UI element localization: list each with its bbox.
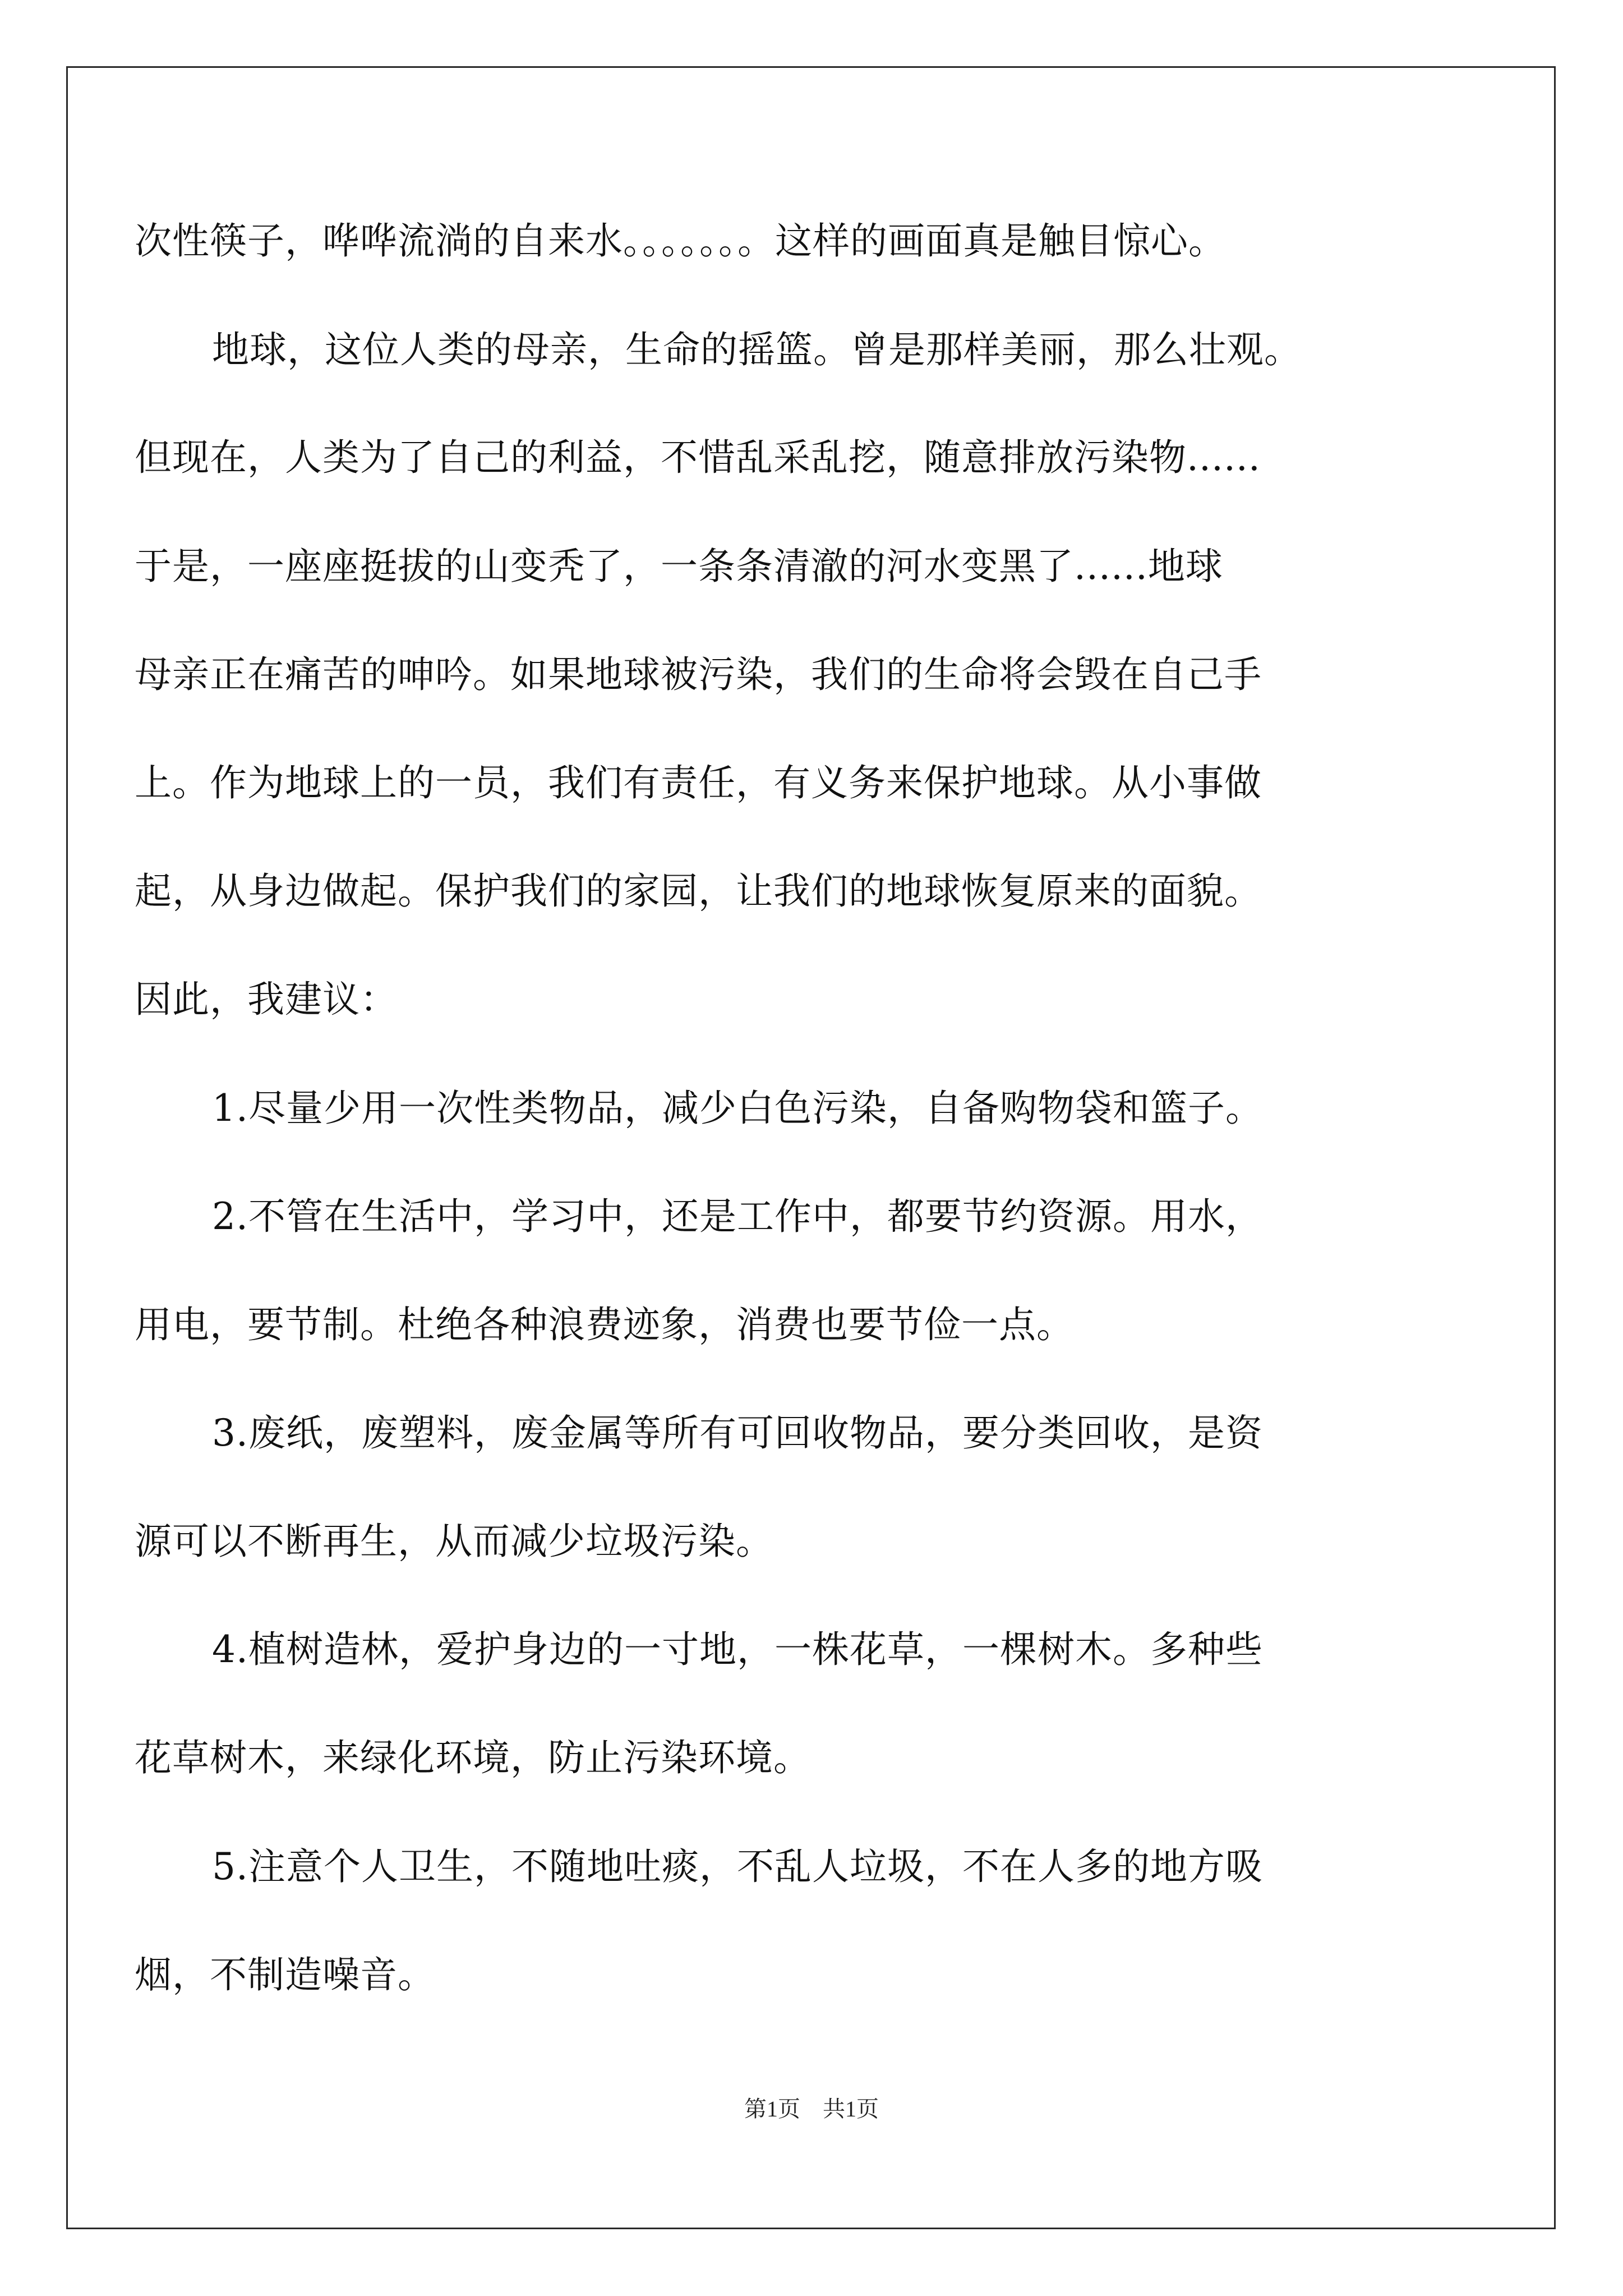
text-line: 起，从身边做起。保护我们的家园，让我们的地球恢复原来的面貌。 <box>135 869 1262 913</box>
text-line: 源可以不断再生，从而减少垃圾污染。 <box>135 1520 773 1563</box>
text-line: 因此，我建议： <box>135 978 398 1021</box>
list-item-5: 5.注意个人卫生，不随地吐痰，不乱人垃圾，不在人多的地方吸 <box>212 1845 1263 1888</box>
text-line: 上。作为地球上的一员，我们有责任，有义务来保护地球。从小事做 <box>135 761 1262 804</box>
list-item-4: 4.植树造林，爱护身边的一寸地，一株花草，一棵树木。多种些 <box>212 1628 1263 1671</box>
text-line: 烟，不制造噪音。 <box>135 1953 435 1996</box>
page-frame <box>66 66 1556 2229</box>
paragraph-start: 地球，这位人类的母亲，生命的摇篮。曾是那样美丽，那么壮观。 <box>212 328 1302 371</box>
text-line: 花草树木，来绿化环境，防止污染环境。 <box>135 1736 811 1779</box>
text-line: 但现在，人类为了自己的利益，不惜乱采乱挖，随意排放污染物...... <box>135 436 1261 479</box>
list-item-1: 1.尽量少用一次性类物品，减少白色污染，自备购物袋和篮子。 <box>212 1087 1263 1130</box>
text-line: 次性筷子，哗哗流淌的自来水。。。。。。。这样的画面真是触目惊心。 <box>135 219 1226 263</box>
list-item-3: 3.废纸，废塑料，废金属等所有可回收物品，要分类回收，是资 <box>212 1411 1263 1455</box>
text-line: 用电，要节制。杜绝各种浪费迹象，消费也要节俭一点。 <box>135 1303 1074 1346</box>
list-item-2: 2.不管在生活中，学习中，还是工作中，都要节约资源。用水， <box>212 1195 1263 1238</box>
text-line: 母亲正在痛苦的呻吟。如果地球被污染，我们的生命将会毁在自己手 <box>135 653 1262 696</box>
page-number-footer: 第1页 共1页 <box>744 2096 879 2122</box>
text-line: 于是，一座座挺拔的山变秃了，一条条清澈的河水变黑了......地球 <box>135 545 1223 588</box>
